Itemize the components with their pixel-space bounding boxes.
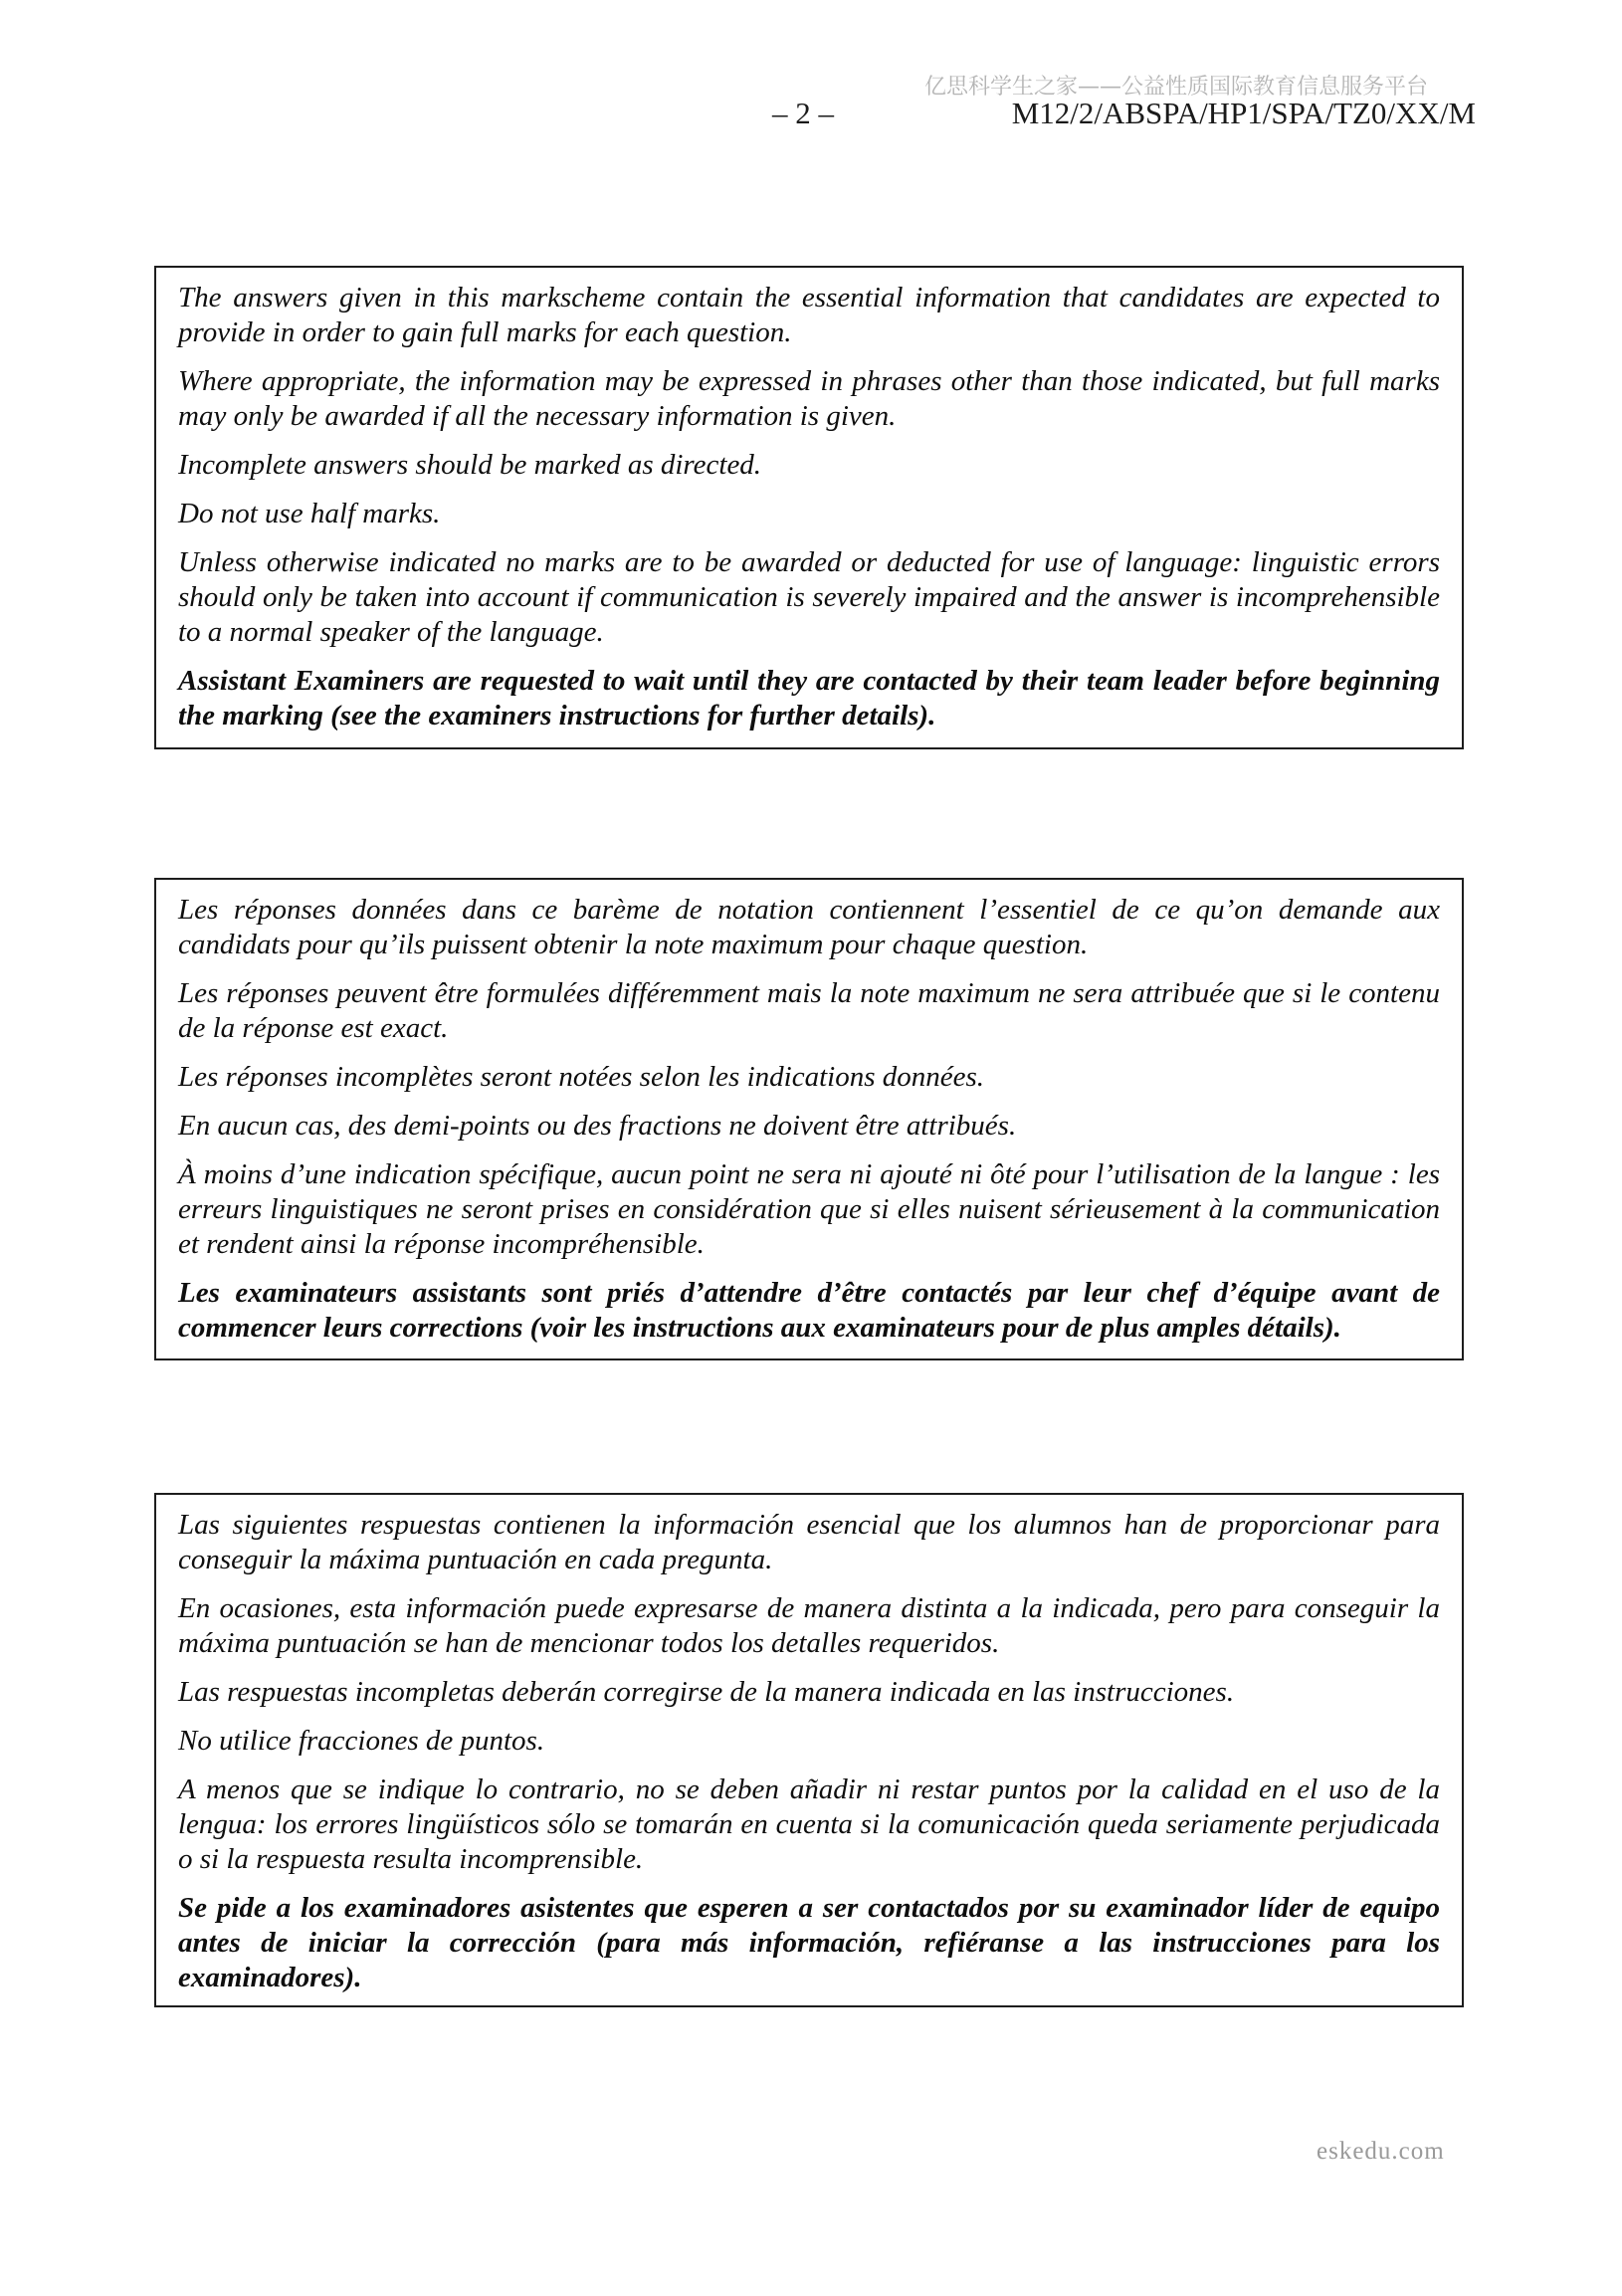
paper-code: M12/2/ABSPA/HP1/SPA/TZ0/XX/M xyxy=(1011,96,1476,130)
notice-paragraph-bold: Se pide a los examinadores asistentes que esperen a ser contactados por su examinador líder de equipo antes de iniciar la corrección (para más información, refiéranse a las instrucciones para los examinadores). xyxy=(178,1892,1440,1993)
watermark-text: 亿思科学生之家——公益性质国际教育信息服务平台 xyxy=(924,75,1429,100)
notice-paragraph: The answers given in this markscheme contain the essential information that candidates are expected to provide in order to gain full marks for each question. xyxy=(178,282,1440,348)
notice-paragraph: A menos que se indique lo contrario, no se deben añadir ni restar puntos por la calidad en el uso de la lengua: los errores lingüísticos sólo se tomarán en cuenta si la comunicación queda seriamente perjudicada o si la respuesta resulta incomprensible. xyxy=(178,1774,1440,1875)
notice-box-english xyxy=(154,266,1464,749)
notice-paragraph: Incomplete answers should be marked as directed. xyxy=(178,449,762,481)
notice-paragraph: En ocasiones, esta información puede expresarse de manera distinta a la indicada, pero para conseguir la máxima puntuación se han de mencionar todos los detalles requeridos. xyxy=(178,1592,1440,1659)
notice-paragraph: Les réponses données dans ce barème de notation contiennent l’essentiel de ce qu’on demande aux candidats pour qu’ils puissent obtenir la note maximum pour chaque question. xyxy=(178,894,1440,960)
notice-paragraph: Where appropriate, the information may be expressed in phrases other than those indicated, but full marks may only be awarded if all the necessary information is given. xyxy=(178,365,1440,432)
notice-paragraph: Unless otherwise indicated no marks are to be awarded or deducted for use of language: linguistic errors should only be taken into account if communication is severely impaired and the answer is incomprehensible to a normal speaker of the language. xyxy=(178,546,1440,648)
notice-paragraph: Do not use half marks. xyxy=(178,498,441,529)
notice-paragraph-bold: Les examinateurs assistants sont priés d’attendre d’être contactés par leur chef d’équipe avant de commencer leurs corrections (voir les instructions aux examinateurs pour de plus amples détails). xyxy=(178,1277,1440,1344)
notice-paragraph-bold: Assistant Examiners are requested to wait until they are contacted by their team leader before beginning the marking (see the examiners instructions for further details). xyxy=(178,665,1440,731)
notice-paragraph: Las siguientes respuestas contienen la información esencial que los alumnos han de proporcionar para conseguir la máxima puntuación en cada pregunta. xyxy=(178,1509,1440,1575)
notice-paragraph: Les réponses incomplètes seront notées selon les indications données. xyxy=(178,1061,985,1093)
notice-paragraph: No utilice fracciones de puntos. xyxy=(178,1725,545,1757)
site-footer-link: eskedu.com xyxy=(1317,2138,1445,2165)
notice-paragraph: Les réponses peuvent être formulées différemment mais la note maximum ne sera attribuée que si le contenu de la réponse est exact. xyxy=(178,977,1440,1044)
notice-paragraph: Las respuestas incompletas deberán corregirse de la manera indicada en las instrucciones. xyxy=(178,1676,1235,1708)
notice-paragraph: À moins d’une indication spécifique, aucun point ne sera ni ajouté ni ôté pour l’utilisation de la langue : les erreurs linguistiques ne seront prises en considération que si elles nuisent sérieusement à la communication et rendent ainsi la réponse incompréhensible. xyxy=(178,1158,1440,1260)
notice-paragraph: En aucun cas, des demi-points ou des fractions ne doivent être attribués. xyxy=(178,1110,1017,1142)
notice-box-spanish xyxy=(154,1493,1464,2007)
notice-box-french xyxy=(154,878,1464,1360)
page-number: – 2 – xyxy=(772,96,834,130)
